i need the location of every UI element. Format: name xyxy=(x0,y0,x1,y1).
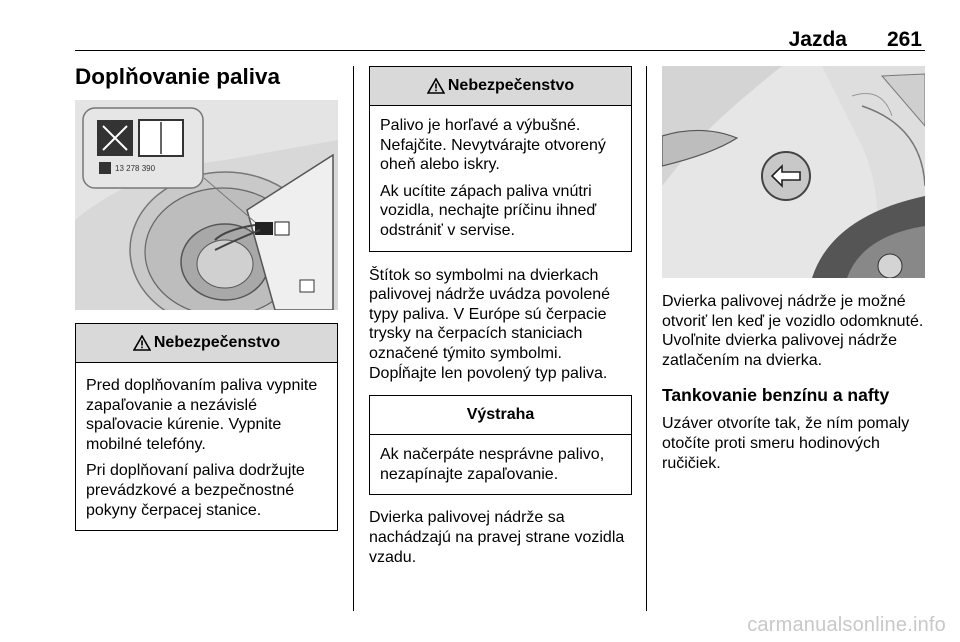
label-code: 13 278 390 xyxy=(115,164,156,173)
danger-box-header xyxy=(76,324,337,363)
warning-triangle-icon xyxy=(133,335,151,351)
refuel-subheading: Tankovanie benzínu a nafty xyxy=(662,385,890,406)
column-divider-2 xyxy=(646,66,647,611)
fuel-door-illustration xyxy=(75,100,338,310)
danger-heading: Nebezpečenstvo xyxy=(153,334,281,351)
danger-heading: Nebezpečenstvo xyxy=(447,77,575,94)
symbols-paragraph: Štítok so symbolmi na dvierkach palivovej nádrže uvádza povolené typy paliva. V Európe sú čerpacie trysky na čerpacích staniciach označené týmito symbolmi. Dopĺňajte len povolený typ paliva. xyxy=(369,266,611,382)
cap-paragraph: Uzáver otvoríte tak, že ním pomaly otočíte proti smeru hodinových ručičiek. xyxy=(662,415,910,472)
page-title: Doplňovanie paliva xyxy=(75,64,281,89)
caution-heading: Výstraha xyxy=(466,406,535,424)
danger-box-2 xyxy=(369,66,632,252)
danger-text-1: Pred doplňovaním paliva vypnite zapaľovanie a nezávislé spaľovacie kúrenie. Vypnite mobilné telefóny. xyxy=(86,377,318,453)
danger-text-2: Pri doplňovaní paliva dodržujte prevádzkové a bezpečnostné pokyny čerpacej stanice. xyxy=(86,462,305,519)
opening-paragraph: Dvierka palivovej nádrže je možné otvoriť len keď je vozidlo odomknuté. Uvoľnite dvierka palivovej nádrže zatlačením na dvierka. xyxy=(662,293,924,369)
caution-box xyxy=(369,395,632,495)
danger-box-header xyxy=(370,67,631,106)
section-name: Jazda xyxy=(788,28,847,51)
location-paragraph: Dvierka palivovej nádrže sa nachádzajú na pravej strane vozidla vzadu. xyxy=(369,509,625,566)
danger-text-1: Palivo je horľavé a výbušné. Nefajčite. Nevytvárajte otvorený oheň alebo iskry. xyxy=(380,117,606,174)
danger-box-1 xyxy=(75,323,338,531)
column-divider-1 xyxy=(353,66,354,611)
watermark: carmanualsonline.info xyxy=(747,614,946,636)
header-rule xyxy=(75,50,925,51)
page-header xyxy=(75,0,925,50)
fuel-door-location-illustration xyxy=(662,66,925,278)
danger-text-2: Ak ucítite zápach paliva vnútri vozidla, nechajte príčinu ihneď odstrániť v servise. xyxy=(380,182,597,239)
caution-text: Ak načerpáte nesprávne palivo, nezapínajte zapaľovanie. xyxy=(380,446,605,483)
warning-triangle-icon xyxy=(427,78,445,94)
column-1 xyxy=(75,62,338,531)
column-3 xyxy=(662,66,927,473)
column-2 xyxy=(369,66,632,567)
caution-box-header xyxy=(370,396,631,435)
page-number: 261 xyxy=(886,28,922,51)
